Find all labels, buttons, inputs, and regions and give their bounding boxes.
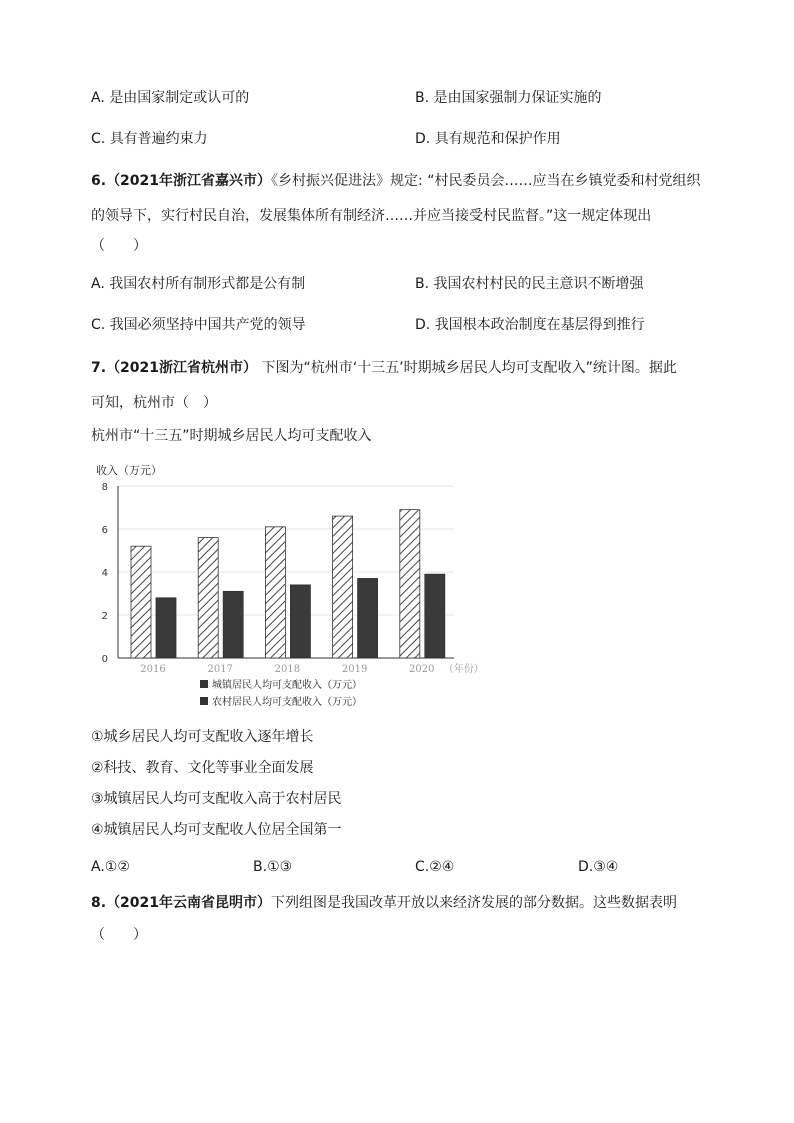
bar-rural-2017 xyxy=(223,591,243,658)
bar-urban-2019 xyxy=(333,516,353,658)
x-axis-ticks xyxy=(140,662,484,675)
q6-option-c: C. 我国必须坚持中国共产党的领导 xyxy=(91,317,306,333)
q7-stem-line2: 可知，杭州市（ ） xyxy=(91,395,217,411)
q5-option-a: A. 是由国家制定或认可的 xyxy=(91,90,250,106)
x-tick-label: 2017 xyxy=(207,664,233,675)
bar-rural-2020 xyxy=(425,574,445,658)
y-tick-label: 2 xyxy=(101,611,108,622)
q6-number: 6. xyxy=(91,173,107,189)
x-tick-label: 2016 xyxy=(140,664,166,675)
q7-chart-caption: 杭州市“十三五”时期城乡居民人均可支配收入 xyxy=(91,428,372,444)
y-tick-label: 4 xyxy=(101,568,108,579)
bar-urban-2018 xyxy=(265,527,285,658)
legend-swatch-rural xyxy=(200,697,208,705)
q5-option-c: C. 具有普遍约束力 xyxy=(91,131,208,147)
x-axis-suffix: （年份） xyxy=(443,664,484,675)
q7-stem-line1: 7.（2021浙江省杭州市） 下图为“杭州市‘十三五’时期城乡居民人均可支配收入”统计图。据此 xyxy=(91,360,677,376)
y-tick-label: 8 xyxy=(101,482,108,493)
q7-statement-3: ③城镇居民人均可支配收入高于农村居民 xyxy=(91,791,342,807)
y-axis-ticks xyxy=(102,482,108,665)
q6-source: （2021年浙江省嘉兴市） xyxy=(106,173,272,189)
y-tick-label: 0 xyxy=(101,654,108,665)
bar-rural-2018 xyxy=(290,585,310,658)
q6-option-d: D. 我国根本政治制度在基层得到推行 xyxy=(415,317,645,333)
bar-urban-2020 xyxy=(400,510,420,658)
q8-source: （2021年云南省昆明市） xyxy=(106,895,272,911)
q7-number: 7. xyxy=(91,360,107,376)
chart-bars xyxy=(131,510,445,658)
x-tick-label: 2020 xyxy=(409,664,435,675)
q5-option-d: D. 具有规范和保护作用 xyxy=(415,131,561,147)
q7-statement-1: ①城乡居民人均可支配收入逐年增长 xyxy=(91,729,314,745)
income-bar-chart xyxy=(88,458,488,716)
y-tick-label: 6 xyxy=(101,525,108,536)
q6-stem-line2: 的领导下，实行村民自治，发展集体所有制经济……并应当接受村民监督。”这一规定体现出 xyxy=(91,208,652,224)
q7-statement-2: ②科技、教育、文化等事业全面发展 xyxy=(91,760,314,776)
legend-label-urban: 城镇居民人均可支配收入（万元） xyxy=(212,680,362,691)
bar-urban-2017 xyxy=(198,538,218,658)
q8-stem-line1: 8.（2021年云南省昆明市）下列组图是我国改革开放以来经济发展的部分数据。这些数据表明 xyxy=(91,895,678,911)
q7-option-c: C.②④ xyxy=(415,859,455,875)
x-tick-label: 2018 xyxy=(274,664,301,675)
bar-rural-2016 xyxy=(156,598,176,658)
q7-option-b: B.①③ xyxy=(253,859,293,875)
y-axis-label: 收入（万元） xyxy=(96,464,162,477)
q5-option-b: B. 是由国家强制力保证实施的 xyxy=(415,90,602,106)
q6-stem-line1: 6.（2021年浙江省嘉兴市）《乡村振兴促进法》规定: “村民委员会……应当在乡镇党委和村党组织 xyxy=(91,173,701,189)
q7-option-a: A.①② xyxy=(91,859,130,875)
q6-answer-blank: （ ） xyxy=(91,238,147,254)
legend-label-rural: 农村居民人均可支配收入（万元） xyxy=(212,697,362,708)
q8-number: 8. xyxy=(91,895,107,911)
legend-swatch-urban xyxy=(200,680,208,688)
q7-statement-4: ④城镇居民人均可支配收人位居全国第一 xyxy=(91,822,342,838)
chart-legend xyxy=(200,678,362,708)
bar-rural-2019 xyxy=(358,578,378,658)
q8-answer-blank: （ ） xyxy=(91,927,147,943)
q6-option-a: A. 我国农村所有制形式都是公有制 xyxy=(91,276,306,292)
q6-option-b: B. 我国农村村民的民主意识不断增强 xyxy=(415,276,644,292)
x-tick-label: 2019 xyxy=(341,664,368,675)
bar-urban-2016 xyxy=(131,546,151,658)
q7-option-d: D.③④ xyxy=(578,859,619,875)
q7-source: （2021浙江省杭州市） xyxy=(106,360,258,376)
